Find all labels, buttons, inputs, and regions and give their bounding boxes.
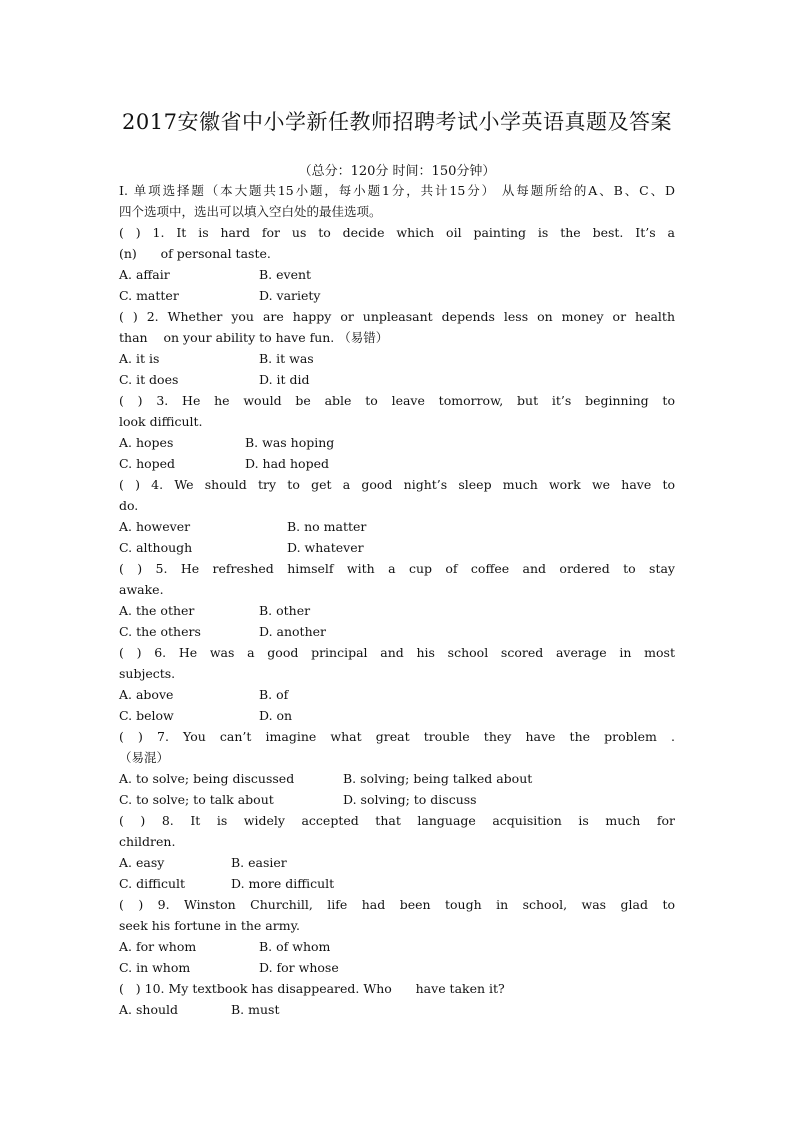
question-stem-line: ( ) 2. Whether you are happy or unpleasant depends less on money or health: [119, 309, 675, 324]
question-list: [119, 222, 675, 1020]
option-row: [119, 957, 675, 978]
option-row: [119, 453, 675, 474]
answer-option: C. although: [119, 540, 193, 555]
option-row: [119, 285, 675, 306]
question-10: [119, 978, 675, 1020]
question-7: [119, 726, 675, 810]
question-8: [119, 810, 675, 894]
answer-option: C. to solve; to talk about: [119, 792, 274, 807]
option-row: [119, 999, 675, 1020]
answer-option: A. however: [119, 519, 191, 534]
option-row: [119, 516, 675, 537]
answer-option: A. above: [119, 687, 174, 702]
answer-option: B. was hoping: [245, 435, 335, 450]
question-stem-line: subjects.: [119, 666, 176, 681]
option-row: [119, 432, 675, 453]
option-row: [119, 768, 675, 789]
option-row: [119, 852, 675, 873]
option-row: [119, 789, 675, 810]
answer-option: D. it did: [259, 372, 310, 387]
question-stem-line: ( ) 5. He refreshed himself with a cup of coffee and ordered to stay: [119, 561, 675, 576]
question-stem-line: （易混）: [119, 750, 170, 765]
answer-option: D. on: [259, 708, 293, 723]
question-stem-line: ( ) 10. My textbook has disappeared. Who have taken it?: [119, 981, 505, 996]
question-stem-line: than on your ability to have fun. （易错）: [119, 330, 389, 345]
answer-option: C. below: [119, 708, 174, 723]
question-stem-line: ( ) 7. You can’t imagine what great trouble they have the problem .: [119, 729, 675, 744]
question-9: [119, 894, 675, 978]
answer-option: B. no matter: [287, 519, 367, 534]
question-stem-line: awake.: [119, 582, 164, 597]
question-stem-line: children.: [119, 834, 176, 849]
answer-option: C. difficult: [119, 876, 186, 891]
answer-option: D. had hoped: [245, 456, 329, 471]
option-row: [119, 264, 675, 285]
answer-option: B. it was: [259, 351, 314, 366]
option-row: [119, 684, 675, 705]
question-stem-line: ( ) 1. It is hard for us to decide which oil painting is the best. It’s a: [119, 225, 675, 240]
answer-option: A. the other: [119, 603, 195, 618]
question-5: [119, 558, 675, 642]
question-stem-line: ( ) 8. It is widely accepted that language acquisition is much for: [119, 813, 675, 828]
answer-option: D. for whose: [259, 960, 339, 975]
answer-option: B. must: [231, 1002, 280, 1017]
question-3: [119, 390, 675, 474]
option-row: [119, 873, 675, 894]
question-2: [119, 306, 675, 390]
answer-option: B. other: [259, 603, 311, 618]
answer-option: B. easier: [231, 855, 287, 870]
answer-option: A. to solve; being discussed: [119, 771, 295, 786]
answer-option: C. hoped: [119, 456, 176, 471]
answer-option: A. should: [119, 1002, 179, 1017]
answer-option: C. in whom: [119, 960, 191, 975]
option-row: [119, 348, 675, 369]
option-row: [119, 705, 675, 726]
answer-option: B. of whom: [259, 939, 331, 954]
answer-option: D. variety: [259, 288, 321, 303]
question-stem-line: seek his fortune in the army.: [119, 918, 300, 933]
question-4: [119, 474, 675, 558]
option-row: [119, 369, 675, 390]
question-stem-line: ( ) 9. Winston Churchill, life had been tough in school, was glad to: [119, 897, 675, 912]
question-1: [119, 222, 675, 306]
answer-option: D. solving; to discuss: [343, 792, 477, 807]
exam-info: （总分：120分 时间：150分钟）: [298, 164, 496, 179]
page-title: 2017安徽省中小学新任教师招聘考试小学英语真题及答案: [122, 110, 672, 134]
answer-option: A. hopes: [119, 435, 174, 450]
answer-option: B. of: [259, 687, 289, 702]
question-stem-line: ( ) 6. He was a good principal and his school scored average in most: [119, 645, 675, 660]
answer-option: C. it does: [119, 372, 179, 387]
answer-option: D. another: [259, 624, 326, 639]
section-heading-line1: I. 单项选择题（本大题共15小题，每小题1分，共计15分） 从每题所给的A、B、C、D: [119, 183, 675, 198]
option-row: [119, 600, 675, 621]
question-stem-line: look difficult.: [119, 414, 203, 429]
option-row: [119, 936, 675, 957]
answer-option: C. the others: [119, 624, 201, 639]
option-row: [119, 621, 675, 642]
answer-option: A. easy: [119, 855, 165, 870]
answer-option: A. it is: [119, 351, 160, 366]
answer-option: D. more difficult: [231, 876, 335, 891]
question-stem-line: ( ) 3. He he would be able to leave tomorrow, but it’s beginning to: [119, 393, 675, 408]
exam-body: [119, 180, 675, 1020]
answer-option: A. for whom: [119, 939, 197, 954]
answer-option: B. solving; being talked about: [343, 771, 533, 786]
option-row: [119, 537, 675, 558]
answer-option: D. whatever: [287, 540, 364, 555]
answer-option: B. event: [259, 267, 312, 282]
section-heading-line2: 四个选项中，选出可以填入空白处的最佳选项。: [119, 204, 382, 219]
answer-option: A. affair: [119, 267, 170, 282]
answer-option: C. matter: [119, 288, 179, 303]
question-stem-line: ( ) 4. We should try to get a good night’s sleep much work we have to: [119, 477, 675, 492]
question-6: [119, 642, 675, 726]
question-stem-line: do.: [119, 498, 139, 513]
question-stem-line: (n) of personal taste.: [119, 246, 271, 261]
